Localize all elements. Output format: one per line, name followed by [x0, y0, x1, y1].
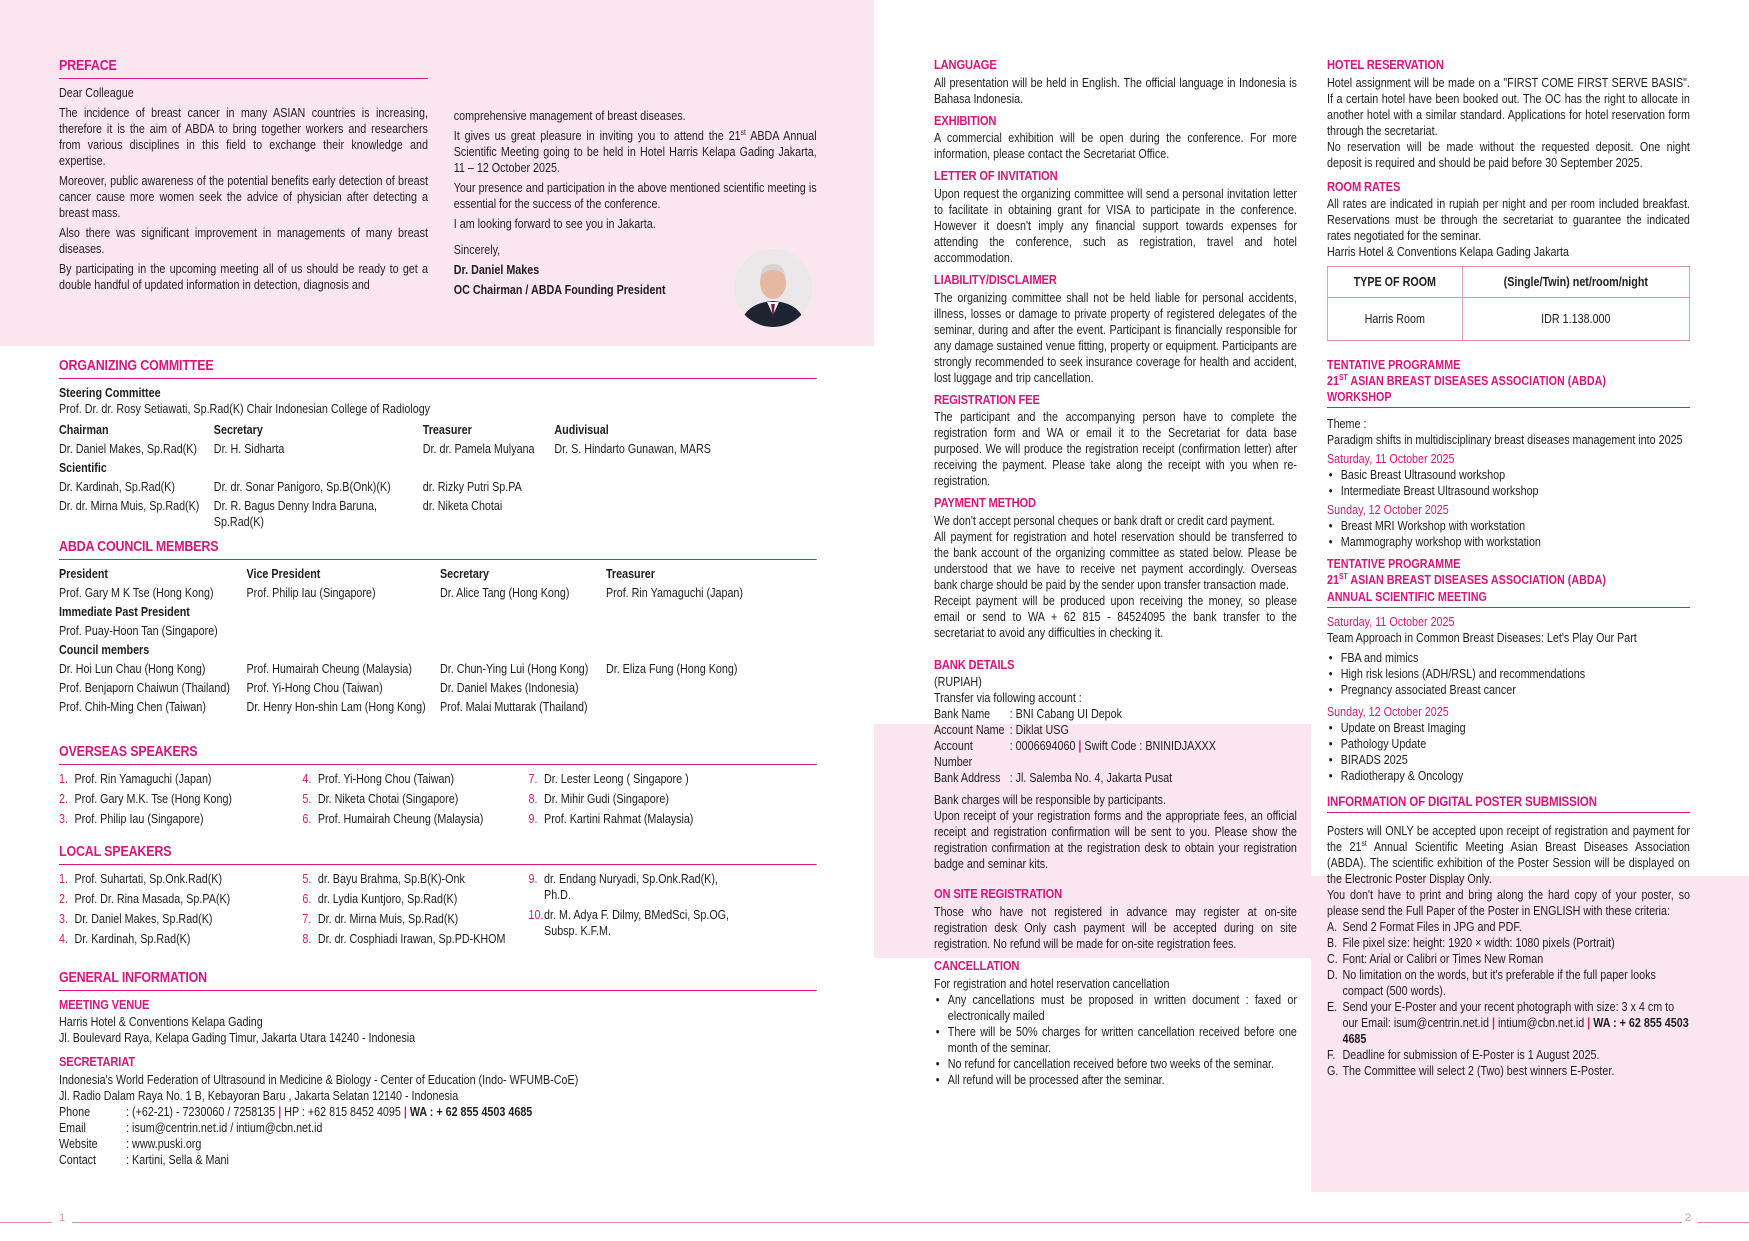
bank-value: : Diklat USG [1009, 723, 1069, 738]
contact-label: Contact [59, 1152, 97, 1167]
secretariat-line: Indonesia's World Federation of Ultrasound in Medicine & Biology - Center of Education (Indo- WFUMB-CoE) [59, 1072, 579, 1087]
invitation-title: LETTER OF INVITATION [934, 168, 1058, 184]
footer-rule-left [0, 1222, 52, 1223]
venue-title: MEETING VENUE [59, 996, 150, 1012]
session-topic: Team Approach in Common Breast Diseases: Let's Play Our Part [1327, 630, 1637, 645]
col-header: Audivisual [554, 422, 609, 437]
member-name: Prof. Malai Muttarak (Thailand) [439, 699, 588, 714]
hotel-title: HOTEL RESERVATION [1327, 57, 1444, 72]
theme-label: Theme : [1327, 417, 1367, 432]
info-column-4 [1327, 57, 1690, 1079]
bank-label: Account Name [934, 723, 1005, 738]
programme-item: • Basic Breast Ultrasound workshop [1327, 467, 1690, 483]
cancellation-intro: For registration and hotel reservation cancellation [934, 976, 1170, 991]
member-name: dr. Rizky Putri Sp.PA [422, 479, 522, 494]
reg-fee-text: The participant and the accompanying person have to complete the registration form and WA or email it to the Secretariat for data base purposed. We will produce the registration receipt (confirmation letter) after receiving the payment. Please take along the receipt with you when re-registration. [934, 410, 1297, 489]
programme-2-title: TENTATIVE PROGRAMME 21ST ASIAN BREAST DISEASES ASSOCIATION (ABDA) ANNUAL SCIENTIFIC MEETING [1327, 556, 1690, 607]
cancellation-title: CANCELLATION [934, 958, 1020, 973]
date-label: Saturday, 11 October 2025 [1327, 614, 1455, 629]
footer-rule-left-2 [72, 1222, 874, 1223]
steering-label: Steering Committee [59, 385, 161, 400]
preface-paragraph: I am looking forward to see you in Jakarta. [453, 217, 656, 232]
preface-paragraph: Moreover, public awareness of the potential benefits early detection of breast cancer cause more women seek the advice of physician after detecting a breast mass. [59, 173, 428, 220]
bank-currency: (RUPIAH) [934, 675, 982, 690]
local-speakers-title: LOCAL SPEAKERS [59, 843, 817, 865]
council-section [59, 538, 817, 715]
organizing-committee-section [59, 357, 817, 530]
cancellation-item: • All refund will be processed after the seminar. [934, 1072, 1297, 1088]
room-rates-table [1327, 266, 1690, 341]
member-name: Dr. Daniel Makes (Indonesia) [439, 680, 579, 695]
criteria-item: D. No limitation on the words, but it's preferable if the full paper looks compact (500 words). [1327, 967, 1656, 998]
bank-transfer-note: Transfer via following account : [934, 691, 1082, 706]
speaker-item: 8. Dr. dr. Cosphiadi Irawan, Sp.PD-KHOM [302, 931, 506, 946]
secretariat-title: SECRETARIAT [59, 1054, 135, 1070]
cancellation-item: • Any cancellations must be proposed in written document : faxed or electronically mailed [934, 992, 1297, 1024]
speaker-item: 1. Prof. Suhartati, Sp.Onk.Rad(K) [59, 871, 223, 886]
speaker-item: 5. dr. Bayu Brahma, Sp.B(K)-Onk [302, 871, 465, 886]
member-name: Prof. Yi-Hong Chou (Taiwan) [246, 680, 383, 695]
language-title: LANGUAGE [934, 57, 997, 72]
payment-text: All payment for registration and hotel reservation should be transferred to the bank account of the organizing committee as stated below. Please be understood that we have to receive net payment accordingly. Overseas bank charge should be paid by the sender upon transfer transaction made. [934, 529, 1297, 592]
member-name: Dr. S. Hindarto Gunawan, MARS [554, 441, 711, 456]
criteria-item: A. Send 2 Format Files in JPG and PDF. [1327, 919, 1522, 934]
col-header: Secretary [213, 422, 263, 437]
member-name: Prof. Gary M K Tse (Hong Kong) [59, 585, 214, 600]
poster-text: You don't have to print and bring along the hard copy of your poster, so please send the Full Paper of the Poster in ENGLISH with these criteria: [1327, 887, 1690, 918]
speaker-item: 5. Dr. Niketa Chotai (Singapore) [302, 791, 459, 806]
website-label: Website [59, 1136, 98, 1151]
speaker-item: 8. Dr. Mihir Gudi (Singapore) [528, 791, 669, 806]
member-name: Prof. Rin Yamaguchi (Japan) [605, 585, 743, 600]
member-name: Dr. dr. Mirna Muis, Sp.Rad(K) [59, 498, 200, 513]
language-text: All presentation will be held in English. The official language in Indonesia is Bahasa Indonesia. [934, 75, 1297, 106]
programme-item: • High risk lesions (ADH/RSL) and recommendations [1327, 666, 1690, 682]
col-header: Treasurer [422, 422, 472, 437]
phone-label: Phone [59, 1104, 91, 1119]
programme-item: • Intermediate Breast Ultrasound workshop [1327, 483, 1690, 499]
page-number-left: 1 [59, 1212, 66, 1224]
scientific-label: Scientific [59, 460, 107, 475]
onsite-text: Those who have not registered in advance may register at on-site registration desk Only cash payment will be accepted during on site registration. No refund will be made for on-site registration fees. [934, 905, 1297, 951]
member-name: Dr. R. Bagus Denny Indra Baruna, Sp.Rad(K) [213, 498, 377, 529]
hotel-text: Hotel assignment will be made on a "FIRST COME FIRST SERVE BASIS". If a certain hotel have been booked out. The OC has the right to allocate in another hotel with a similar standard. Applications for hotel reservation form through the secretariat. [1327, 75, 1690, 138]
past-president-label: Immediate Past President [59, 604, 190, 619]
general-info-title: GENERAL INFORMATION [59, 969, 817, 991]
preface-greeting: Dear Colleague [59, 85, 134, 100]
bank-value: : BNI Cabang UI Depok [1009, 707, 1123, 722]
overseas-speakers-title: OVERSEAS SPEAKERS [59, 743, 817, 765]
chairman-photo [734, 249, 812, 327]
col-header: Treasurer [605, 566, 655, 581]
organizing-committee-title: ORGANIZING COMMITTEE [59, 357, 817, 379]
liability-text: The organizing committee shall not be held liable for personal accidents, illness, losses or damage to private property of registered delegates of the seminar, during and after the event. Participant is financially responsible for any damage sustained venue fitting, property or equipment. Participants are strongly recommended to seek insurance coverage for health and accident, lost luggage and trip cancellation. [934, 290, 1297, 385]
member-name: Prof. Benjaporn Chaiwun (Thailand) [59, 680, 230, 695]
onsite-title: ON SITE REGISTRATION [934, 886, 1063, 902]
criteria-item: E. Send your E-Poster and your recent photograph with size: 3 x 4 cm to our Email: isum@centrin.net.id | intium@cbn.net.id | WA : + 62 855 4503 4685 [1327, 999, 1689, 1046]
council-title: ABDA COUNCIL MEMBERS [59, 538, 817, 560]
exhibition-title: EXHIBITION [934, 112, 997, 128]
hotel-text: No reservation will be made without the requested deposit. One night deposit is required and should be paid before 30 September 2025. [1327, 139, 1690, 170]
speaker-item: 2. Prof. Gary M.K. Tse (Hong Kong) [59, 791, 233, 806]
col-header: Vice President [246, 566, 321, 581]
programme-item: • Radiotherapy & Oncology [1327, 768, 1690, 784]
member-name: Prof. Chih-Ming Chen (Taiwan) [59, 699, 206, 714]
bank-value: : Jl. Salemba No. 4, Jakarta Pusat [1009, 771, 1173, 786]
member-name: Dr. dr. Pamela Mulyana [422, 441, 535, 456]
criteria-item: F. Deadline for submission of E-Poster is 1 August 2025. [1327, 1047, 1600, 1062]
general-info-section [59, 969, 817, 1168]
member-name: Dr. H. Sidharta [213, 441, 285, 456]
speaker-item: 6. Prof. Humairah Cheung (Malaysia) [302, 811, 484, 826]
email-label: Email [59, 1120, 86, 1135]
council-members-label: Council members [59, 642, 150, 657]
member-name: Dr. Chun-Ying Lui (Hong Kong) [439, 661, 589, 676]
steering-value: Prof. Dr. dr. Rosy Setiawati, Sp.Rad(K) Chair Indonesian College of Radiology [59, 401, 431, 416]
local-speakers-section [59, 843, 817, 947]
speaker-item: 9. dr. Endang Nuryadi, Sp.Onk.Rad(K), Ph.D. [528, 871, 718, 902]
room-rates-text: All rates are indicated in rupiah per night and per room included breakfast. Reservations must be through the secretariat to guarantee the indicated rates negotiated for the seminar. [1327, 197, 1690, 244]
payment-text: We don't accept personal cheques or bank draft or credit card payment. [934, 513, 1275, 528]
venue-line: Harris Hotel & Conventions Kelapa Gading [59, 1015, 263, 1030]
exhibition-text: A commercial exhibition will be open during the conference. For more information, please contact the Secretariat Office. [934, 131, 1297, 162]
programme-item: • BIRADS 2025 [1327, 752, 1690, 768]
preface-paragraph: The incidence of breast cancer in many ASIAN countries is increasing, therefore it is the aim of ABDA to bring together workers and researchers from various disciplines in this field to exchange their knowledge and expertise. [59, 105, 428, 168]
preface-paragraph: By participating in the upcoming meeting all of us should be ready to get a double handful of updated information in detection, diagnosis and [59, 261, 428, 292]
member-name: Prof. Puay-Hoon Tan (Singapore) [59, 623, 218, 638]
bank-title: BANK DETAILS [934, 656, 1015, 672]
payment-text: Receipt payment will be produced upon receiving the money, so please email or send to WA + 62 815 - 84524095 the bank transfer to the secretariat to avoid any difficulties in checking it. [934, 593, 1297, 640]
table-cell: Harris Room [1327, 298, 1462, 341]
payment-title: PAYMENT METHOD [934, 495, 1036, 511]
member-name: Dr. Eliza Fung (Hong Kong) [605, 661, 738, 676]
footer-rule-right [874, 1222, 1682, 1223]
programme-item: • Update on Breast Imaging [1327, 720, 1690, 736]
speaker-item: 6. dr. Lydia Kuntjoro, Sp.Rad(K) [302, 891, 458, 906]
table-row [1327, 298, 1689, 341]
member-name: Dr. Hoi Lun Chau (Hong Kong) [59, 661, 206, 676]
member-name: Prof. Philip Iau (Singapore) [246, 585, 376, 600]
member-name: Prof. Humairah Cheung (Malaysia) [246, 661, 412, 676]
programme-item: • FBA and mimics [1327, 650, 1690, 666]
date-label: Sunday, 12 October 2025 [1327, 704, 1449, 719]
theme-text: Paradigm shifts in multidisciplinary breast diseases management into 2025 [1327, 433, 1683, 448]
criteria-item: B. File pixel size: height: 1920 × width: 1080 pixels (Portrait) [1327, 935, 1615, 950]
email-value[interactable]: : isum@centrin.net.id / intium@cbn.net.id [126, 1120, 323, 1135]
phone-value: : (+62-21) - 7230060 / 7258135 | HP : +62 815 8452 4095 | WA : + 62 855 4503 4685 [126, 1104, 533, 1119]
programme-item: • Pathology Update [1327, 736, 1690, 752]
cancellation-item: • No refund for cancellation received before two weeks of the seminar. [934, 1056, 1297, 1072]
table-header: TYPE OF ROOM [1327, 267, 1462, 298]
page-number-right: 2 [1685, 1212, 1692, 1224]
col-header: Chairman [59, 422, 109, 437]
programme-item: • Breast MRI Workshop with workstation [1327, 518, 1690, 534]
table-cell: IDR 1.138.000 [1462, 298, 1689, 341]
speaker-item: 4. Dr. Kardinah, Sp.Rad(K) [59, 931, 191, 946]
member-name: Dr. Henry Hon-shin Lam (Hong Kong) [246, 699, 426, 714]
venue-line: Jl. Boulevard Raya, Kelapa Gading Timur, Jakarta Utara 14240 - Indonesia [59, 1031, 416, 1046]
signer-title: OC Chairman / ABDA Founding President [453, 283, 666, 298]
preface-section [59, 57, 817, 298]
poster-title: INFORMATION OF DIGITAL POSTER SUBMISSION [1327, 793, 1690, 813]
speaker-item: 7. Dr. dr. Mirna Muis, Sp.Rad(K) [302, 911, 459, 926]
room-rates-title: ROOM RATES [1327, 178, 1401, 194]
speaker-item: 9. Prof. Kartini Rahmat (Malaysia) [528, 811, 694, 826]
member-name: Dr. Daniel Makes, Sp.Rad(K) [59, 441, 198, 456]
bank-note: Bank charges will be responsible by participants. [934, 793, 1166, 808]
secretariat-line: Jl. Radio Dalam Raya No. 1 B, Kebayoran Baru , Jakarta Selatan 12140 - Indonesia [59, 1088, 459, 1103]
member-name: dr. Niketa Chotai [422, 498, 503, 513]
member-name: Dr. Kardinah, Sp.Rad(K) [59, 479, 175, 494]
speaker-item: 2. Prof. Dr. Rina Masada, Sp.PA(K) [59, 891, 231, 906]
invitation-text: Upon request the organizing committee will send a personal invitation letter to facilitate in obtaining grant for VISA to participate in the conference. However it doesn't imply any financial support towards expenses for attending the conference, such as registration, travel and hotel accommodation. [934, 186, 1297, 265]
footer-rule-right-2 [1697, 1222, 1749, 1223]
speaker-item: 3. Dr. Daniel Makes, Sp.Rad(K) [59, 911, 213, 926]
bank-label: Account Number [934, 739, 973, 770]
overseas-speakers-section [59, 743, 817, 827]
col-header: Secretary [439, 566, 489, 581]
speaker-item: 7. Dr. Lester Leong ( Singapore ) [528, 771, 689, 786]
criteria-item: C. Font: Arial or Calibri or Times New Roman [1327, 951, 1544, 966]
speaker-item: 3. Prof. Philip Iau (Singapore) [59, 811, 204, 826]
preface-paragraph: Also there was significant improvement in managements of many breast diseases. [59, 225, 428, 256]
date-label: Saturday, 11 October 2025 [1327, 452, 1455, 467]
contact-value: : Kartini, Sella & Mani [126, 1152, 229, 1167]
speaker-item: 4. Prof. Yi-Hong Chou (Taiwan) [302, 771, 455, 786]
member-name: Dr. Alice Tang (Hong Kong) [439, 585, 570, 600]
preface-paragraph: It gives us great pleasure in inviting you to attend the 21st ABDA Annual Scientific Meeting going to be held in Hotel Harris Kelapa Gading Jakarta, 11 – 12 October 2025. [453, 128, 817, 176]
cancellation-item: • There will be 50% charges for written cancellation received before one month of the seminar. [934, 1024, 1297, 1056]
speaker-item: 10. dr. M. Adya F. Dilmy, BMedSci, Sp.OG, Subsp. K.F.M. [528, 907, 730, 938]
programme-1-title: TENTATIVE PROGRAMME 21ST ASIAN BREAST DISEASES ASSOCIATION (ABDA) WORKSHOP [1327, 357, 1690, 408]
room-rates-hotel: Harris Hotel & Conventions Kelapa Gading Jakarta [1327, 245, 1570, 260]
table-header: (Single/Twin) net/room/night [1462, 267, 1689, 298]
bank-value: : 0006694060 | Swift Code : BNINIDJAXXX [1009, 739, 1216, 754]
poster-text: Posters will ONLY be accepted upon receipt of registration and payment for the 21st Annual Scientific Meeting Asian Breast Diseases Association (ABDA). The scientific exhibition of the Poster Session will be displayed on the Electronic Poster Display Only. [1327, 823, 1690, 886]
info-column-3 [934, 57, 1297, 1088]
preface-paragraph: comprehensive management of breast diseases. [453, 109, 686, 123]
speaker-item: 1. Prof. Rin Yamaguchi (Japan) [59, 771, 212, 786]
liability-title: LIABILITY/DISCLAIMER [934, 271, 1057, 287]
website-link[interactable]: : www.puski.org [126, 1136, 202, 1151]
criteria-item: G. The Committee will select 2 (Two) best winners E-Poster. [1327, 1063, 1615, 1078]
preface-title: PREFACE [59, 57, 428, 79]
preface-paragraph: Your presence and participation in the above mentioned scientific meeting is essential for the success of the conference. [453, 181, 817, 212]
bank-label: Bank Name [934, 707, 991, 722]
col-header: President [59, 566, 108, 581]
programme-item: • Mammography workshop with workstation [1327, 534, 1690, 550]
sincerely: Sincerely, [453, 243, 501, 258]
reg-fee-title: REGISTRATION FEE [934, 391, 1040, 407]
member-name: Dr. dr. Sonar Panigoro, Sp.B(Onk)(K) [213, 479, 391, 494]
date-label: Sunday, 12 October 2025 [1327, 503, 1449, 518]
programme-item: • Pregnancy associated Breast cancer [1327, 682, 1690, 698]
signer-name: Dr. Daniel Makes [453, 263, 540, 278]
bank-label: Bank Address [934, 771, 1001, 786]
bank-note: Upon receipt of your registration forms and the appropriate fees, an official receipt and registration confirmation will be sent to you. Please show the registration confirmation at the registration desk to obtain your registration badge and seminar kits. [934, 809, 1297, 872]
